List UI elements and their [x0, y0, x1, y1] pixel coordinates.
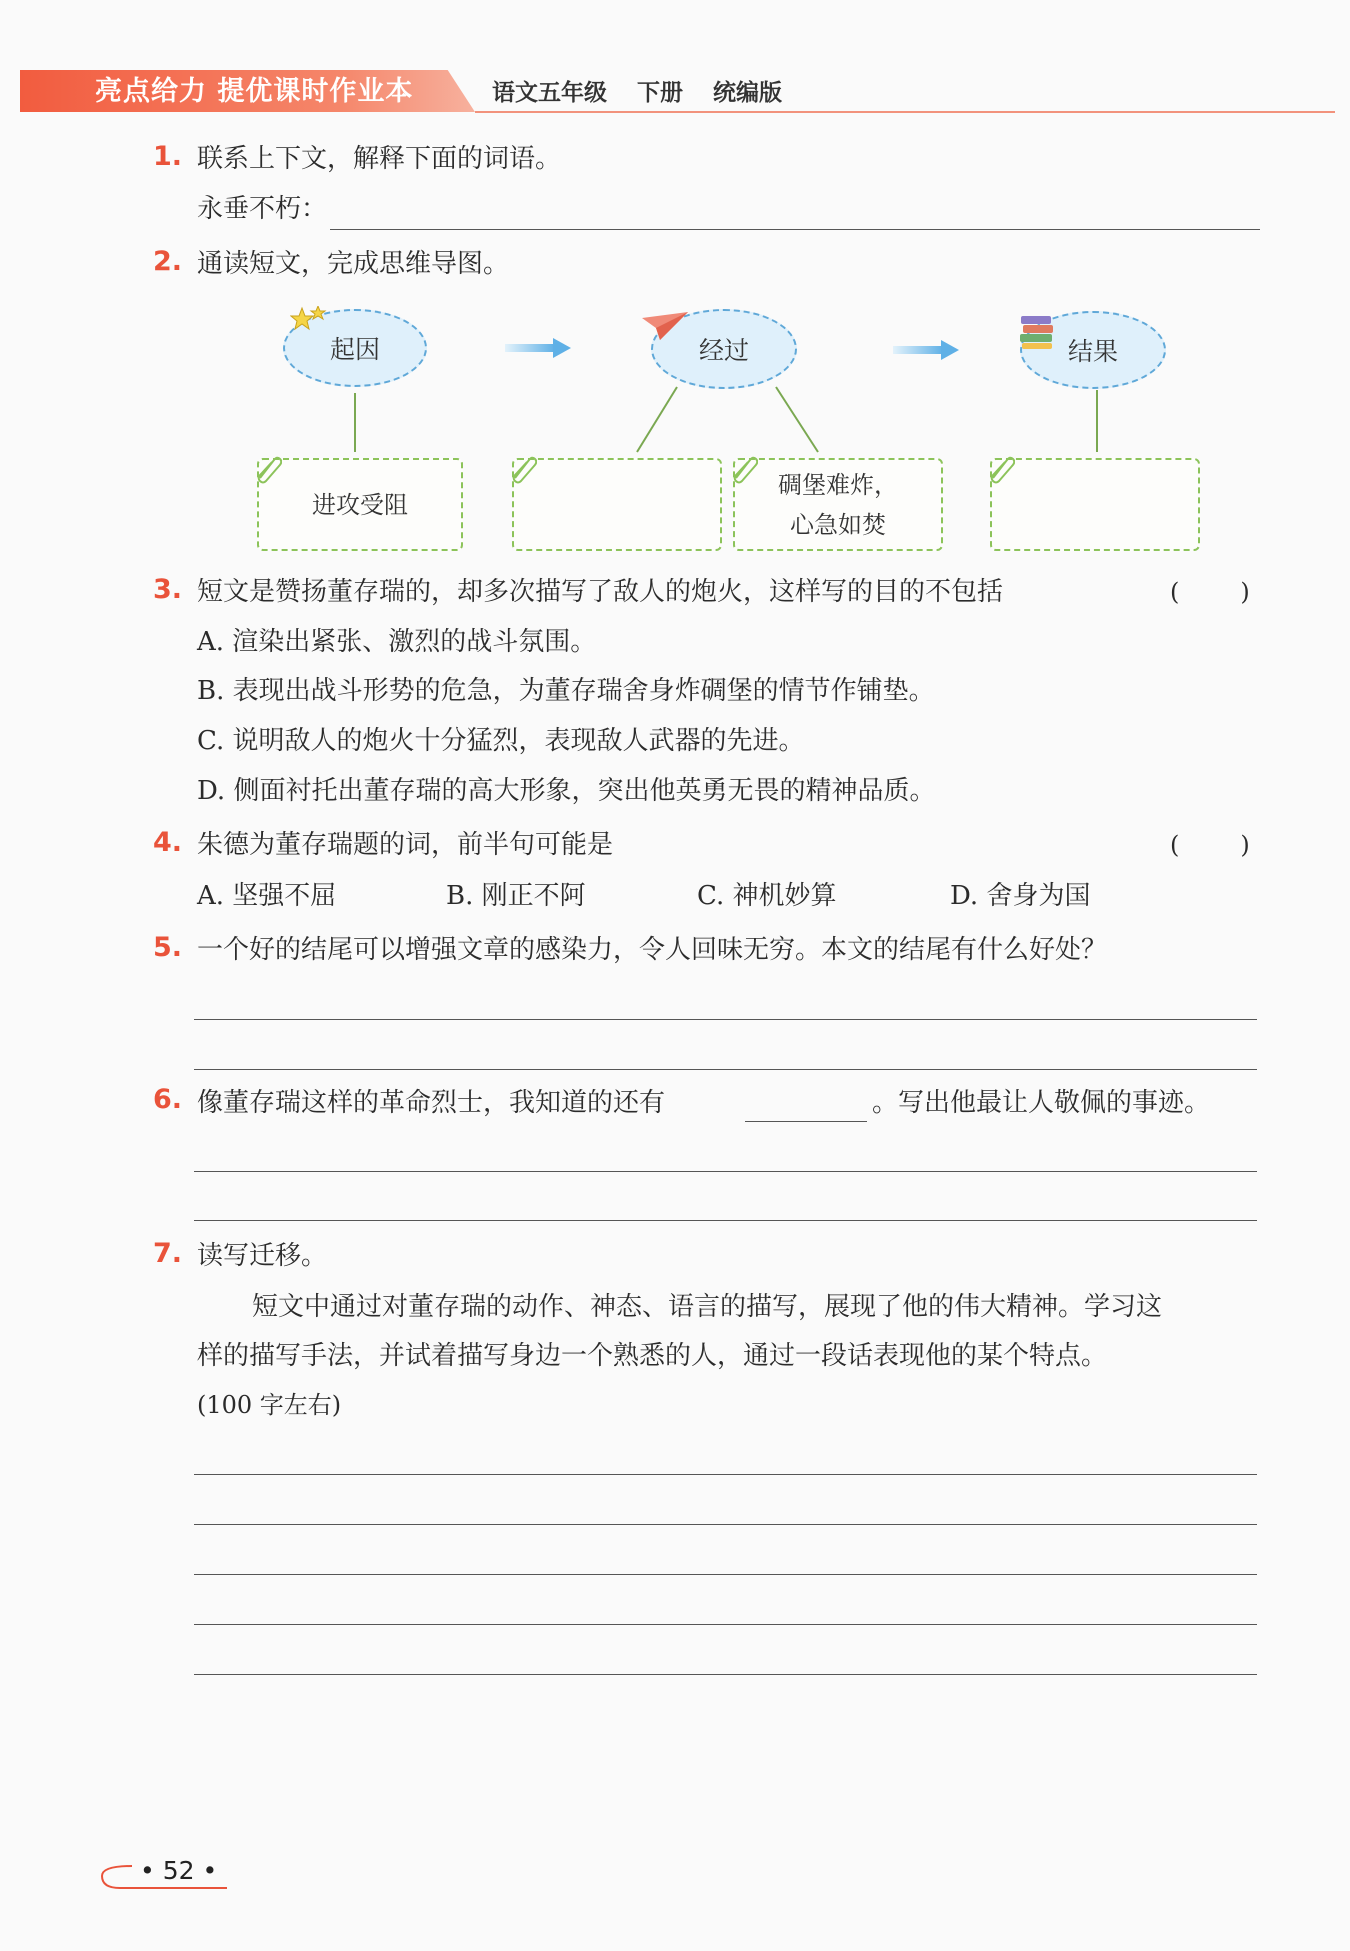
question-6-answer-line[interactable]: [194, 1171, 1257, 1172]
question-4-option-a: A. 坚强不屈: [197, 881, 337, 911]
mindmap-process-box-2[interactable]: [733, 458, 943, 551]
question-1-number: 1.: [153, 141, 183, 172]
volume-label: 下册: [637, 80, 683, 106]
paperclip-icon: [985, 454, 1015, 484]
question-7-text: 读写迁移。: [197, 1241, 328, 1271]
question-3-text: 短文是赞扬董存瑞的，却多次描写了敌人的炮火，这样写的目的不包括: [197, 577, 1004, 607]
question-3-answer-blank[interactable]: ( ): [1170, 578, 1250, 606]
subject-label: 语文五年级: [492, 80, 607, 106]
question-6-blank[interactable]: [745, 1121, 867, 1122]
page-number: • 52 •: [140, 1856, 218, 1885]
question-7-answer-line[interactable]: [194, 1524, 1257, 1525]
mindmap-result-box[interactable]: [990, 458, 1200, 551]
question-4-answer-blank[interactable]: ( ): [1170, 831, 1250, 859]
question-7-answer-line[interactable]: [194, 1574, 1257, 1575]
mindmap-process-box-2-line-2: 心急如焚: [790, 510, 886, 539]
question-4-option-b: B. 刚正不阿: [446, 881, 586, 911]
question-1-term: 永垂不朽：: [197, 194, 328, 224]
question-3-option-a: A. 渲染出紧张、激烈的战斗氛围。: [197, 627, 597, 657]
question-7-paragraph-line-1: 短文中通过对董存瑞的动作、神态、语言的描写，展现了他的伟大精神。学习这: [252, 1292, 1163, 1322]
paperclip-icon: [507, 454, 537, 484]
question-4-number: 4.: [153, 827, 183, 858]
question-4-text: 朱德为董存瑞题的词，前半句可能是: [197, 830, 614, 860]
question-5-text: 一个好的结尾可以增强文章的感染力，令人回味无穷。本文的结尾有什么好处？: [197, 935, 1108, 965]
question-5-answer-line[interactable]: [194, 1019, 1257, 1020]
question-6-text-before: 像董存瑞这样的革命烈士，我知道的还有: [197, 1088, 666, 1118]
question-3-number: 3.: [153, 574, 183, 605]
question-3-option-d: D. 侧面衬托出董存瑞的高大形象，突出他英勇无畏的精神品质。: [197, 776, 936, 806]
question-5-answer-line[interactable]: [194, 1069, 1257, 1070]
question-3-option-b: B. 表现出战斗形势的危急，为董存瑞舍身炸碉堡的情节作铺垫。: [197, 676, 935, 706]
question-3-option-c: C. 说明敌人的炮火十分猛烈，表现敌人武器的先进。: [197, 726, 805, 756]
question-5-number: 5.: [153, 932, 183, 963]
question-7-word-count-note: (100 字左右): [197, 1391, 342, 1419]
question-4-option-d: D. 舍身为国: [950, 881, 1091, 911]
question-4-option-c: C. 神机妙算: [697, 881, 837, 911]
mindmap-process-box-1[interactable]: [512, 458, 722, 551]
mindmap-result-label: 结果: [1067, 337, 1118, 366]
edition-label: 统编版: [713, 80, 782, 106]
mindmap-process-box-2-line-1: 碉堡难炸，: [778, 470, 898, 499]
question-7-answer-line[interactable]: [194, 1674, 1257, 1675]
question-7-answer-line[interactable]: [194, 1624, 1257, 1625]
mindmap-cause-box[interactable]: [257, 458, 463, 551]
paperclip-icon: [728, 454, 758, 484]
mindmap-cause-box-text: 进攻受阻: [312, 490, 408, 519]
question-6-number: 6.: [153, 1084, 183, 1115]
question-6-answer-line[interactable]: [194, 1220, 1257, 1221]
mindmap-process-label: 经过: [698, 336, 749, 365]
question-1-text: 联系上下文，解释下面的词语。: [197, 144, 562, 174]
paperclip-icon: [252, 454, 282, 484]
question-2-number: 2.: [153, 246, 183, 277]
book-title: 亮点给力 提优课时作业本: [95, 76, 414, 107]
question-6-text-after: 。写出他最让人敬佩的事迹。: [872, 1088, 1211, 1118]
mindmap-cause-label: 起因: [329, 335, 380, 364]
question-7-number: 7.: [153, 1238, 183, 1269]
question-7-answer-line[interactable]: [194, 1474, 1257, 1475]
question-2-text: 通读短文，完成思维导图。: [197, 249, 510, 279]
question-7-paragraph-line-2: 样的描写手法，并试着描写身边一个熟悉的人，通过一段话表现他的某个特点。: [197, 1341, 1108, 1371]
